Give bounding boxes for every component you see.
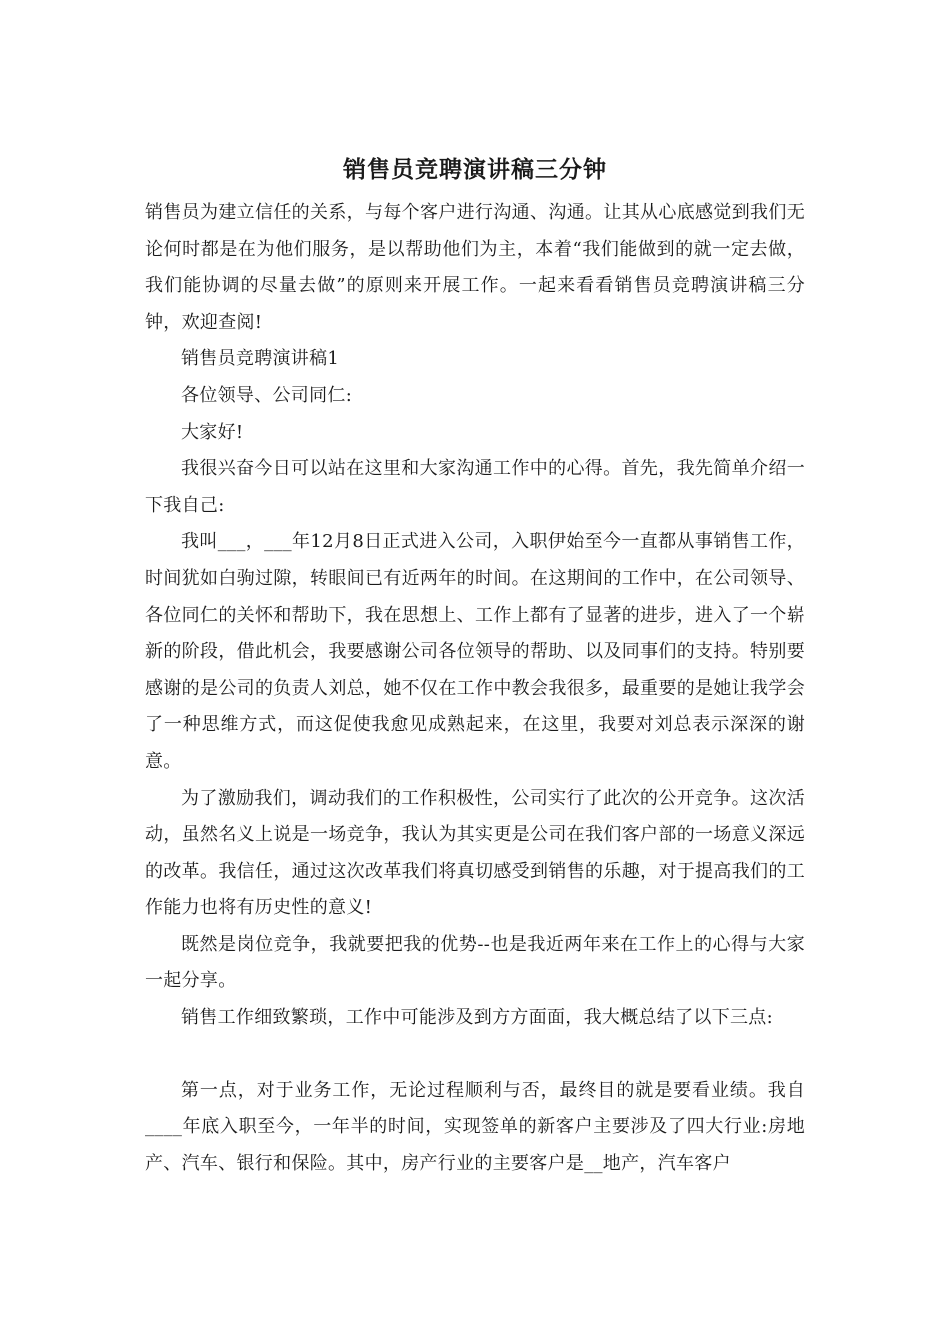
intro-paragraph: 销售员为建立信任的关系，与每个客户进行沟通、沟通。让其从心底感觉到我们无论何时都是在为他们服务，是以帮助他们为主，本着“我们能做到的就一定去做，我们能协调的尽量去做”的原则来开展工作。一起来看看销售员竞聘演讲稿三分钟，欢迎查阅! [145,202,805,333]
paragraph: 我叫___，___年12月8日正式进入公司，入职伊始至今一直都从事销售工作，时间犹如白驹过隙，转眼间已有近两年的时间。在这期间的工作中，在公司领导、各位同仁的关怀和帮助下，我在思想上、工作上都有了显著的进步，进入了一个崭新的阶段，借此机会，我要感谢公司各位领导的帮助、以及同事们的支持。特别要感谢的是公司的负责人刘总，她不仅在工作中教会我很多，最重要的是她让我学会了一种思维方式，而这促使我愈见成熟起来，在这里，我要对刘总表示深深的谢意。 [145,531,805,772]
paragraph: 销售工作细致繁琐，工作中可能涉及到方方面面，我大概总结了以下三点: [181,1007,773,1029]
salutation: 各位领导、公司同仁: [181,384,353,406]
document-title: 销售员竞聘演讲稿三分钟 [343,157,607,183]
paragraph: 第一点，对于业务工作，无论过程顺利与否，最终目的就是要看业绩。我自____年底入职至今，一年半的时间，实现签单的新客户主要涉及了四大行业:房地产、汽车、银行和保险。其中，房产行业的主要客户是__地产，汽车客户 [145,1079,805,1174]
document-body [145,195,805,1182]
paragraph: 我很兴奋今日可以站在这里和大家沟通工作中的心得。首先，我先简单介绍一下我自己: [145,458,805,516]
paragraph: 既然是岗位竞争，我就要把我的优势--也是我近两年来在工作上的心得与大家一起分享。 [145,933,805,992]
greeting: 大家好! [181,421,244,443]
paragraph: 为了激励我们，调动我们的工作积极性，公司实行了此次的公开竞争。这次活动，虽然名义上说是一场竞争，我认为其实更是公司在我们客户部的一场意义深远的改革。我信任，通过这次改革我们将真切感受到销售的乐趣，对于提高我们的工作能力也将有历史性的意义! [145,787,805,919]
speech-heading: 销售员竞聘演讲稿1 [181,348,340,370]
